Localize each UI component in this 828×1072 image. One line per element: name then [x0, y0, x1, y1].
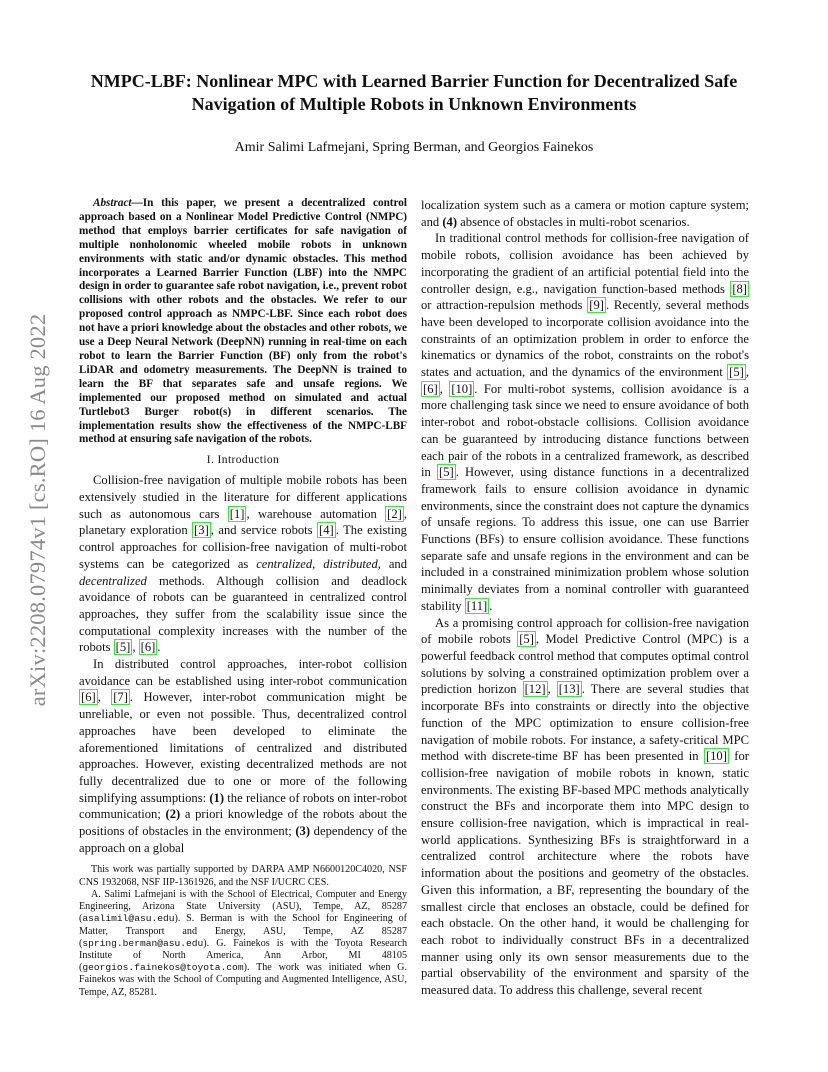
citation-link[interactable]: [10] — [451, 381, 473, 396]
left-column — [79, 197, 408, 998]
citation-link[interactable]: [7] — [113, 690, 128, 705]
email-link[interactable]: asalimil@asu.edu — [82, 913, 175, 925]
abstract — [79, 197, 407, 447]
citation-link[interactable]: [5] — [115, 640, 131, 655]
citation-link[interactable]: [10] — [705, 749, 727, 764]
title-line-1: NMPC-LBF: Nonlinear MPC with Learned Barrier Function for Decentralized Safe — [90, 71, 738, 91]
citation-link[interactable]: [6] — [81, 690, 96, 705]
citation-link[interactable]: [2] — [387, 506, 402, 521]
intro-paragraph-1: Collision-free navigation of multiple mobile robots has been extensively studied in the literature for different applications such as autonomous cars [1] , warehouse automation [2] , planetary exploration [3] , and service robots [4] . The existing control approaches for collision-free navigation of multi-robot systems can be categorized as centralized, distributed, and decentralized methods. Although collision and deadlock avoidance of robots can be guaranteed in centralized control approaches, they suffer from the scalability issue since the computational complexity increases with the number of the robots [5] , [6] . — [79, 473, 408, 655]
citation-link[interactable]: [9] — [589, 298, 604, 313]
paper-title — [60, 70, 768, 116]
citation-link[interactable]: [8] — [732, 281, 747, 296]
arxiv-identifier: arXiv:2208.07974v1 [cs.RO] 16 Aug 2022 — [25, 313, 50, 707]
citation-link[interactable]: [13] — [558, 682, 580, 697]
author-list: Amir Salimi Lafmejani, Spring Berman, and Georgios Fainekos — [234, 140, 594, 155]
abstract-label: Abstract — [93, 197, 132, 209]
intro-paragraph-2: In distributed control approaches, inter-robot collision avoidance can be established using inter-robot communication [6] , [7] . However, inter-robot communication might be unreliable, or even not possible. Thus, decentralized control approaches have been developed to eliminate the aforementioned limitations of centralized and distributed approaches. However, existing decentralized methods are not fully decentralized due to one or more of the following simplifying assumptions: (1) the reliance of robots on inter-robot communication; (2) a priori knowledge of the robots about the positions of obstacles in the environment; (3) dependency of the approach on a global — [79, 657, 407, 855]
term-distributed: distributed — [323, 556, 378, 571]
email-link[interactable]: georgios.fainekos@toyota.com — [82, 962, 244, 974]
intro-paragraph-2-continued: localization system such as a camera or motion capture system; and (4) absence of obstacles in multi-robot scenarios. — [421, 198, 749, 229]
section-heading-introduction: I. Introduction — [206, 454, 280, 467]
citation-link[interactable]: [4] — [319, 523, 334, 538]
citation-link[interactable]: [6] — [423, 381, 438, 396]
right-column — [421, 197, 750, 998]
email-link[interactable]: spring.berman@asu.edu — [82, 937, 204, 949]
citation-link[interactable]: [3] — [194, 523, 209, 538]
citation-link[interactable]: [11] — [466, 598, 488, 613]
citation-link[interactable]: [5] — [519, 632, 534, 647]
footnote-affiliations: A. Salimi Lafmejani is with the School of Electrical, Computer and Energy Engineering, Arizona State University (ASU), Tempe, AZ, 85287 (asalimil@asu.edu). S. Berman is with the School for Engineering of Matter, Transport and Energy, ASU, Tempe, AZ 85287 (spring.berman@asu.edu). G. Fainekos is with the Toyota Research Institute of North America, Ann Arbor, MI 48105 (georgios.fainekos@toyota.com). The work was initiated when G. Fainekos was with the School of Computing and Augmented Intelligence, ASU, Tempe, AZ, 85281. — [79, 888, 407, 998]
citation-link[interactable]: [1] — [229, 506, 245, 521]
term-decentralized: decentralized — [79, 573, 147, 588]
citation-link[interactable]: [6] — [140, 640, 156, 655]
intro-paragraph-3: In traditional control methods for collision-free navigation of mobile robots, collision avoidance has been achieved by incorporating the gradient of an artificial potential field into the controller design, e.g., navigation function-based methods [8] or attraction-repulsion methods [9] . Recently, several methods have been developed to incorporate collision avoidance into the constraints of an optimization problem in order to enforce the kinematics or dynamics of the robot, constraints on the robot's states and actuation, and the dynamics of the environment [5] , [6] , [10] . For multi-robot systems, collision avoidance is a more challenging task since we need to ensure avoidance of both inter-robot and robot-obstacle collisions. Collision avoidance can be guaranteed by introducing distance functions between each pair of the robots in a centralized framework, as described in [5] . However, using distance functions in a decentralized framework fails to ensure collision avoidance in dynamic environments, since the constraint does not capture the dynamics of unsafe regions. To address this issue, one can use Barrier Functions (BFs) to ensure collision avoidance. These functions separate safe and unsafe regions in the environment and can be included in a constrained minimization problem whose solution minimally deviates from a nominal controller with guaranteed stability [11] . — [421, 231, 750, 613]
citation-link[interactable]: [12] — [524, 682, 546, 697]
intro-paragraph-4: As a promising control approach for collision-free navigation of mobile robots [5] , Model Predictive Control (MPC) is a powerful feedback control method that computes optimal control solutions by solving a constrained optimization problem over a prediction horizon [12] , [13] . There are several studies that incorporate BFs into constraints or directly into the objective function of the MPC optimization to ensure collision-free navigation of mobile robots. For instance, a safety-critical MPC method with discrete-time BF has been presented in [10] for collision-free navigation of mobile robots in known, static environments. The existing BF-based MPC methods analytically construct the BFs and incorporate them into MPC design to ensure collision-free navigation, which is impractical in real-world applications. Synthesizing BFs is straightforward in a centralized control architecture where the robots have information about the positions and geometry of the obstacles. Given this information, a BF, representing the boundary of the smallest circle that encloses an obstacle, could be defined for each obstacle. On the other hand, it would be challenging for each robot to individually construct BFs in a decentralized manner using only its own sensor measurements due to the partial observability of the environment and sparsity of the measured data. To address this challenge, several recent — [421, 615, 750, 998]
footnote-funding: This work was partially supported by DARPA AMP N6600120C4020, NSF CNS 1932068, NSF IIP-1361926, and the NSF I/UCRC CES. — [79, 864, 407, 888]
abstract-text: —In this paper, we present a decentralized control approach based on a Nonlinear Model Predictive Control (NMPC) method that employs barrier certificates for safe navigation of multiple nonholonomic wheeled mobile robots in unknown environments with static and/or dynamic obstacles. This method incorporates a Learned Barrier Function (LBF) into the NMPC design in order to guarantee safe robot navigation, i.e., prevent robot collisions with other robots and the obstacles. We refer to our proposed control approach as NMPC-LBF. Since each robot does not have a priori knowledge about the obstacles and other robots, we use a Deep Neural Network (DeepNN) running in real-time on each robot to learn the Barrier Function (BF) only from the robot's LiDAR and odometry measurements. The DeepNN is trained to learn the BF that separates safe and unsafe regions. We implemented our proposed method on simulated and actual Turtlebot3 Burger robot(s) in different scenarios. The implementation results show the effectiveness of the NMPC-LBF method at ensuring safe navigation of the robots. — [79, 197, 407, 446]
citation-link[interactable]: [5] — [729, 365, 744, 380]
term-centralized: centralized — [256, 556, 313, 571]
title-line-2: Navigation of Multiple Robots in Unknown Environments — [191, 94, 637, 114]
citation-link[interactable]: [5] — [439, 465, 454, 480]
arxiv-stamp — [18, 275, 58, 745]
